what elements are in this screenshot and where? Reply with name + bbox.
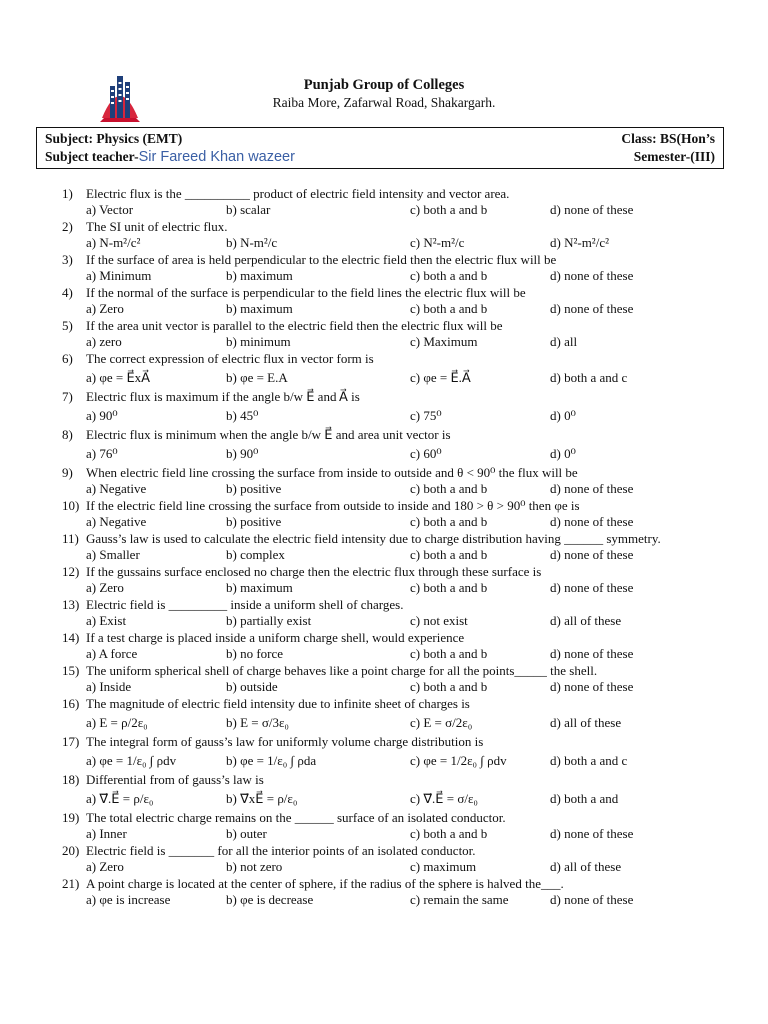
question-text: Electric flux is maximum if the angle b/w E⃗ and A⃗ is bbox=[86, 389, 360, 404]
teacher-prefix: Subject teacher- bbox=[45, 149, 139, 164]
question-item bbox=[62, 351, 712, 367]
question-text: The magnitude of electric field intensity due to infinite sheet of charges is bbox=[86, 696, 470, 711]
question-item bbox=[62, 734, 712, 750]
answer-option: a) φe = E⃗xA⃗ bbox=[86, 370, 151, 385]
question-item bbox=[62, 696, 712, 712]
answer-option: a) E = ρ/2ε₀ bbox=[86, 715, 148, 730]
answer-options bbox=[86, 547, 712, 564]
question-number: 8) bbox=[62, 427, 73, 442]
question-text: Differential from of gauss’s law is bbox=[86, 772, 264, 787]
answer-option: c) both a and b bbox=[410, 580, 488, 595]
class-label: Class: BS(Hon’s bbox=[621, 131, 715, 146]
question-text: The SI unit of electric flux. bbox=[86, 219, 228, 234]
answer-option: c) 75⁰ bbox=[410, 408, 442, 423]
answer-option: c) both a and b bbox=[410, 268, 488, 283]
answer-option: c) both a and b bbox=[410, 547, 488, 562]
question-text: When electric field line crossing the surface from inside to outside and θ < 90⁰ the flux will be bbox=[86, 465, 578, 480]
answer-option: b) minimum bbox=[226, 334, 291, 349]
answer-option: a) φe = 1/ε₀ ∫ ρdv bbox=[86, 753, 177, 768]
answer-option: c) Maximum bbox=[410, 334, 478, 349]
answer-option: c) both a and b bbox=[410, 202, 488, 217]
answer-options bbox=[86, 892, 712, 909]
answer-options bbox=[86, 580, 712, 597]
question-item bbox=[62, 252, 712, 268]
question-number: 10) bbox=[62, 498, 80, 513]
question-text: The integral form of gauss’s law for uniformly volume charge distribution is bbox=[86, 734, 484, 749]
answer-option: d) both a and c bbox=[550, 370, 628, 385]
answer-options bbox=[86, 367, 712, 389]
question-number: 18) bbox=[62, 772, 80, 787]
question-number: 13) bbox=[62, 597, 80, 612]
subject-label: Subject: Physics (EMT) bbox=[45, 131, 183, 146]
answer-option: b) maximum bbox=[226, 268, 293, 283]
question-item bbox=[62, 318, 712, 334]
question-list bbox=[62, 186, 712, 909]
answer-option: d) all bbox=[550, 334, 578, 349]
answer-option: c) ∇⃗.E⃗ = σ/ε₀ bbox=[410, 791, 478, 806]
answer-option: b) maximum bbox=[226, 580, 293, 595]
answer-option: c) both a and b bbox=[410, 826, 488, 841]
answer-option: a) Zero bbox=[86, 859, 124, 874]
answer-options bbox=[86, 334, 712, 351]
answer-options bbox=[86, 443, 712, 465]
answer-option: c) E = σ/2ε₀ bbox=[410, 715, 473, 730]
answer-option: d) all of these bbox=[550, 715, 622, 730]
answer-option: b) no force bbox=[226, 646, 284, 661]
answer-option: b) outside bbox=[226, 679, 278, 694]
answer-option: b) positive bbox=[226, 481, 282, 496]
answer-option: d) none of these bbox=[550, 892, 634, 907]
question-number: 16) bbox=[62, 696, 80, 711]
question-number: 6) bbox=[62, 351, 73, 366]
question-item bbox=[62, 427, 712, 443]
question-item bbox=[62, 219, 712, 235]
answer-option: c) both a and b bbox=[410, 481, 488, 496]
answer-option: d) none of these bbox=[550, 826, 634, 841]
answer-option: b) scalar bbox=[226, 202, 271, 217]
question-item bbox=[62, 772, 712, 788]
answer-option: b) N-m²/c bbox=[226, 235, 278, 250]
question-item bbox=[62, 465, 712, 481]
question-item bbox=[62, 663, 712, 679]
question-number: 7) bbox=[62, 389, 73, 404]
answer-options bbox=[86, 235, 712, 252]
question-text: Gauss’s law is used to calculate the electric field intensity due to charge distribution having ______ symmetry. bbox=[86, 531, 661, 546]
answer-option: c) both a and b bbox=[410, 514, 488, 529]
question-number: 12) bbox=[62, 564, 80, 579]
answer-option: c) both a and b bbox=[410, 301, 488, 316]
question-text: Electric field is _________ inside a uniform shell of charges. bbox=[86, 597, 404, 612]
college-address: Raiba More, Zafarwal Road, Shakargarh. bbox=[272, 95, 496, 110]
question-text: If the gussains surface enclosed no charge then the electric flux through these surface is bbox=[86, 564, 542, 579]
answer-option: c) both a and b bbox=[410, 679, 488, 694]
answer-option: c) not exist bbox=[410, 613, 468, 628]
answer-options bbox=[86, 859, 712, 876]
answer-option: b) E = σ/3ε₀ bbox=[226, 715, 289, 730]
question-text: If the surface of area is held perpendicular to the electric field then the electric flux will be bbox=[86, 252, 557, 267]
answer-option: c) φe = E⃗.A⃗ bbox=[410, 370, 471, 385]
question-number: 20) bbox=[62, 843, 80, 858]
question-text: A point charge is located at the center of sphere, if the radius of the sphere is halved the___. bbox=[86, 876, 564, 891]
question-item bbox=[62, 810, 712, 826]
question-number: 4) bbox=[62, 285, 73, 300]
answer-options bbox=[86, 301, 712, 318]
answer-option: b) φe = E.A bbox=[226, 370, 288, 385]
semester-label: Semester-(III) bbox=[633, 149, 715, 164]
answer-options bbox=[86, 679, 712, 696]
question-text: The total electric charge remains on the ______ surface of an isolated conductor. bbox=[86, 810, 506, 825]
question-number: 11) bbox=[62, 531, 79, 546]
question-number: 17) bbox=[62, 734, 80, 749]
answer-option: a) 76⁰ bbox=[86, 446, 118, 461]
question-text: The correct expression of electric flux in vector form is bbox=[86, 351, 374, 366]
answer-option: b) 45⁰ bbox=[226, 408, 259, 423]
college-header bbox=[0, 76, 768, 111]
answer-option: a) Inside bbox=[86, 679, 132, 694]
question-number: 5) bbox=[62, 318, 73, 333]
question-text: If a test charge is placed inside a uniform charge shell, would experience bbox=[86, 630, 465, 645]
question-item bbox=[62, 531, 712, 547]
question-item bbox=[62, 498, 712, 514]
question-number: 15) bbox=[62, 663, 80, 678]
answer-option: b) maximum bbox=[226, 301, 293, 316]
teacher-line bbox=[45, 148, 295, 166]
answer-options bbox=[86, 405, 712, 427]
answer-option: d) all of these bbox=[550, 613, 622, 628]
answer-option: a) Zero bbox=[86, 580, 124, 595]
answer-option: a) Vector bbox=[86, 202, 134, 217]
answer-option: d) 0⁰ bbox=[550, 446, 576, 461]
answer-option: b) 90⁰ bbox=[226, 446, 259, 461]
answer-option: b) not zero bbox=[226, 859, 283, 874]
answer-option: b) partially exist bbox=[226, 613, 312, 628]
answer-option: d) none of these bbox=[550, 481, 634, 496]
answer-options bbox=[86, 750, 712, 772]
answer-option: d) none of these bbox=[550, 679, 634, 694]
question-number: 19) bbox=[62, 810, 80, 825]
answer-options bbox=[86, 514, 712, 531]
answer-options bbox=[86, 712, 712, 734]
answer-option: d) none of these bbox=[550, 580, 634, 595]
answer-option: d) none of these bbox=[550, 514, 634, 529]
answer-option: a) zero bbox=[86, 334, 122, 349]
question-item bbox=[62, 186, 712, 202]
answer-option: a) Minimum bbox=[86, 268, 152, 283]
subject-row bbox=[45, 130, 715, 148]
answer-option: d) both a and bbox=[550, 791, 619, 806]
answer-option: a) Zero bbox=[86, 301, 124, 316]
answer-options bbox=[86, 826, 712, 843]
answer-options bbox=[86, 202, 712, 219]
answer-option: c) both a and b bbox=[410, 646, 488, 661]
answer-option: d) none of these bbox=[550, 646, 634, 661]
answer-option: b) ∇⃗xE⃗ = ρ/ε₀ bbox=[226, 791, 298, 806]
answer-option: a) A force bbox=[86, 646, 138, 661]
answer-option: d) 0⁰ bbox=[550, 408, 576, 423]
answer-option: a) N-m²/c² bbox=[86, 235, 141, 250]
subject-info-box bbox=[36, 127, 724, 169]
question-number: 2) bbox=[62, 219, 73, 234]
answer-option: b) complex bbox=[226, 547, 285, 562]
answer-options bbox=[86, 481, 712, 498]
question-item bbox=[62, 389, 712, 405]
teacher-name: Sir Fareed Khan wazeer bbox=[138, 149, 295, 165]
answer-option: c) remain the same bbox=[410, 892, 509, 907]
answer-option: c) N²-m²/c bbox=[410, 235, 465, 250]
answer-option: a) φe is increase bbox=[86, 892, 171, 907]
answer-option: c) φe = 1/2ε₀ ∫ ρdv bbox=[410, 753, 507, 768]
answer-option: d) none of these bbox=[550, 268, 634, 283]
question-number: 1) bbox=[62, 186, 73, 201]
teacher-row bbox=[45, 148, 715, 166]
question-item bbox=[62, 876, 712, 892]
answer-option: a) Inner bbox=[86, 826, 127, 841]
college-name: Punjab Group of Colleges bbox=[303, 77, 465, 93]
question-number: 21) bbox=[62, 876, 80, 891]
answer-option: c) 60⁰ bbox=[410, 446, 442, 461]
answer-option: a) Smaller bbox=[86, 547, 140, 562]
answer-option: b) φe is decrease bbox=[226, 892, 314, 907]
answer-option: b) outer bbox=[226, 826, 267, 841]
answer-options bbox=[86, 788, 712, 810]
answer-option: d) both a and c bbox=[550, 753, 628, 768]
question-number: 9) bbox=[62, 465, 73, 480]
question-item bbox=[62, 843, 712, 859]
answer-option: a) Negative bbox=[86, 481, 147, 496]
question-item bbox=[62, 630, 712, 646]
question-item bbox=[62, 285, 712, 301]
answer-options bbox=[86, 646, 712, 663]
question-item bbox=[62, 564, 712, 580]
answer-option: d) none of these bbox=[550, 547, 634, 562]
question-item bbox=[62, 597, 712, 613]
question-text: If the electric field line crossing the surface from outside to inside and 180 > θ > 90⁰ then φe is bbox=[86, 498, 580, 513]
answer-option: d) none of these bbox=[550, 202, 634, 217]
answer-option: d) N²-m²/c² bbox=[550, 235, 609, 250]
question-text: Electric field is _______ for all the interior points of an isolated conductor. bbox=[86, 843, 476, 858]
question-text: Electric flux is minimum when the angle b/w E⃗ and area unit vector is bbox=[86, 427, 451, 442]
question-text: The uniform spherical shell of charge behaves like a point charge for all the points_____ the shell. bbox=[86, 663, 598, 678]
answer-option: a) Exist bbox=[86, 613, 127, 628]
question-text: Electric flux is the __________ product of electric field intensity and vector area. bbox=[86, 186, 510, 201]
answer-options bbox=[86, 268, 712, 285]
answer-options bbox=[86, 613, 712, 630]
answer-option: b) φe = 1/ε₀ ∫ ρda bbox=[226, 753, 317, 768]
answer-option: a) Negative bbox=[86, 514, 147, 529]
question-number: 14) bbox=[62, 630, 80, 645]
answer-option: a) 90⁰ bbox=[86, 408, 118, 423]
answer-option: a) ∇⃗.E⃗ = ρ/ε₀ bbox=[86, 791, 154, 806]
question-number: 3) bbox=[62, 252, 73, 267]
question-text: If the normal of the surface is perpendicular to the field lines the electric flux will be bbox=[86, 285, 526, 300]
question-text: If the area unit vector is parallel to the electric field then the electric flux will be bbox=[86, 318, 503, 333]
answer-option: d) all of these bbox=[550, 859, 622, 874]
answer-option: d) none of these bbox=[550, 301, 634, 316]
answer-option: b) positive bbox=[226, 514, 282, 529]
answer-option: c) maximum bbox=[410, 859, 477, 874]
